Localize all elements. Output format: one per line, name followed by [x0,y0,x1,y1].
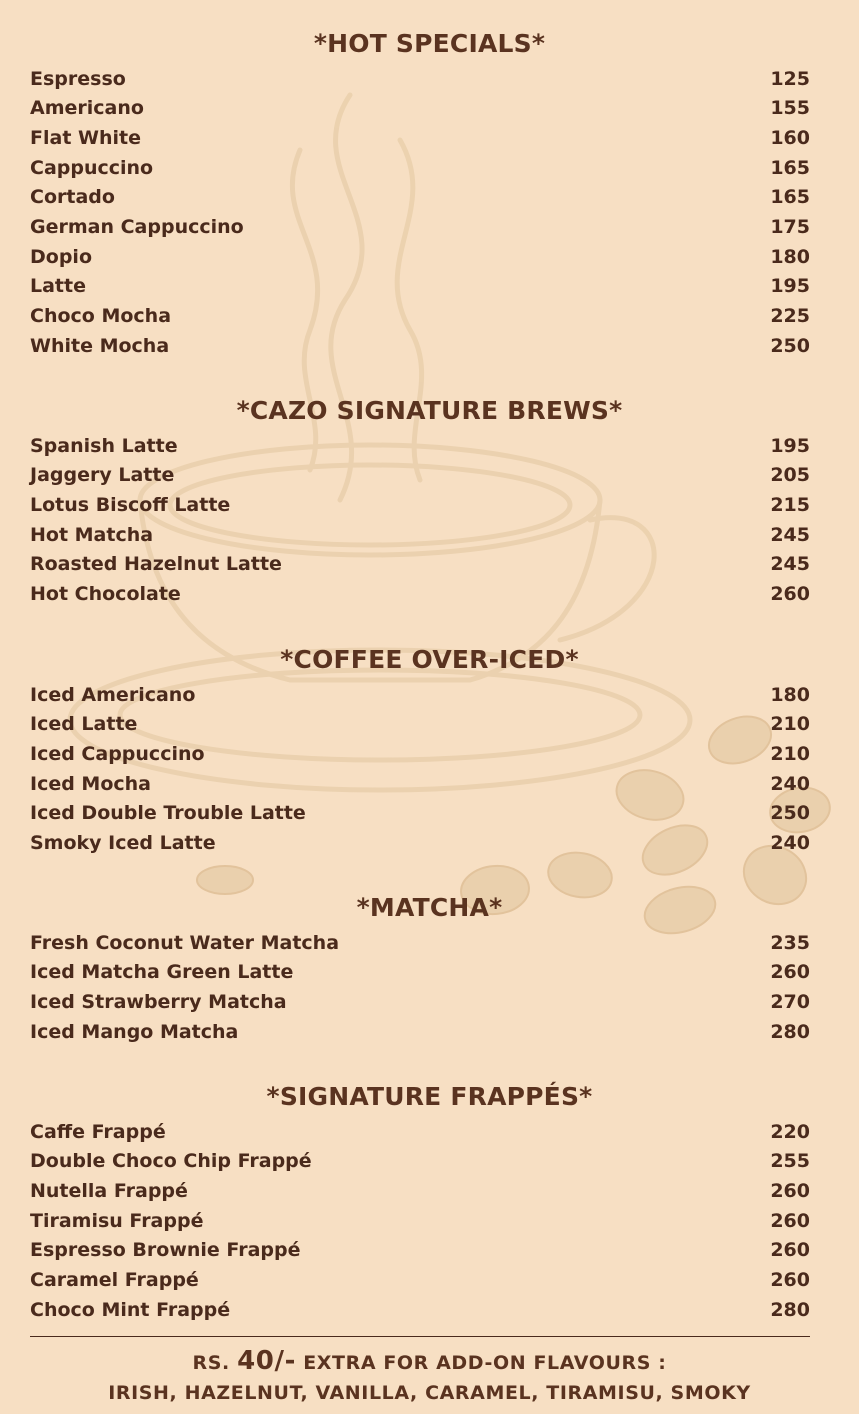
menu-item-name: Choco Mocha [30,305,172,328]
menu-item-name: Iced Matcha Green Latte [30,961,294,984]
menu-item-name: White Mocha [30,334,170,357]
menu-item-price: 125 [770,67,810,90]
menu-item-row [30,928,810,957]
menu-item-row [30,242,810,271]
menu-item-name: Cappuccino [30,156,154,179]
menu-item-name: Iced Double Trouble Latte [30,802,306,825]
section-title: *HOT SPECIALS* [313,29,546,58]
menu-item-row [30,739,810,768]
menu-item-row [30,799,810,828]
menu-item-row [30,213,810,242]
menu-item-price: 260 [770,583,810,605]
menu-item-name: Iced Mango Matcha [30,1020,239,1043]
menu-item-name: Latte [30,275,86,298]
menu-item-row [30,550,810,579]
menu-item-row [30,123,810,152]
menu-item-row [30,958,810,987]
menu-item-row [30,1295,810,1324]
menu-item-row [30,64,810,93]
menu-item-name: Double Choco Chip Frappé [30,1150,312,1173]
menu-item-price: 180 [770,245,810,268]
menu-item-price: 280 [770,1020,810,1043]
menu-item-row [30,153,810,182]
menu-item-name: Fresh Coconut Water Matcha [30,931,340,954]
menu-item-row [30,490,810,519]
menu-item-price: 255 [770,1150,810,1173]
menu-item-price: 160 [770,126,810,149]
menu-item-row [30,461,810,490]
menu-item-name: Jaggery Latte [30,464,175,487]
menu-item-name: Espresso [30,67,126,90]
menu-item-price: 225 [770,305,810,328]
menu-item-row [30,431,810,460]
menu-item-row [30,987,810,1016]
menu-item-name: Iced Strawberry Matcha [30,990,287,1013]
menu-item-price: 245 [770,523,810,546]
menu-item-price: 260 [770,1179,810,1202]
menu-item-price: 165 [770,186,810,209]
menu-item-name: Hot Matcha [30,523,154,546]
menu-item-price: 245 [770,553,810,576]
menu-item-price: 155 [770,97,810,120]
menu-item-name: Iced Americano [30,683,196,706]
menu-item-price: 260 [770,1269,810,1291]
menu-item-row [30,94,810,123]
menu-item-price: 260 [770,1209,810,1232]
menu-item-name: Iced Cappuccino [30,742,205,765]
menu-item-row [30,520,810,549]
menu-item-row [30,1176,810,1205]
menu-item-price: 260 [770,1239,810,1262]
footer-divider [30,1336,810,1337]
menu-item-price: 260 [770,961,810,984]
menu-item-name: Lotus Biscoff Latte [30,493,231,516]
menu-item-price: 210 [770,742,810,765]
menu-item-price: 205 [770,464,810,487]
menu-item-name: Caffe Frappé [30,1120,166,1143]
menu-item-row [30,1206,810,1235]
menu-item-price: 210 [770,713,810,736]
menu-item-name: Spanish Latte [30,434,178,457]
menu-item-name: Iced Latte [30,713,138,736]
menu-item-name: Roasted Hazelnut Latte [30,553,282,576]
menu-item-row [30,183,810,212]
menu-item-price: 250 [770,802,810,825]
add-on-price-amount: 40/- [237,1346,296,1376]
menu-item-row [30,710,810,739]
menu-item-price: 195 [770,275,810,298]
menu-item-name: Choco Mint Frappé [30,1298,231,1321]
menu-item-name: Smoky Iced Latte [30,832,216,854]
menu-item-name: German Cappuccino [30,216,244,238]
section-title: *SIGNATURE FRAPPÉS* [266,1082,593,1111]
menu-item-row [30,680,810,709]
menu-item-name: Dopio [30,245,92,268]
menu-item-name: Flat White [30,126,141,149]
menu-item-row [30,1017,810,1046]
menu-item-name: Espresso Brownie Frappé [30,1239,301,1262]
menu-item-name: Nutella Frappé [30,1179,188,1202]
menu-item-name: Cortado [30,186,115,209]
menu-item-row [30,1266,810,1295]
add-on-flavours-list: IRISH, HAZELNUT, VANILLA, CARAMEL, TIRAMISU, SMOKY [108,1382,751,1404]
menu-item-name: Americano [30,97,144,120]
menu-item-row [30,769,810,798]
add-on-price-line [0,1346,859,1378]
menu-item-price: 175 [770,216,810,238]
menu-item-name: Tiramisu Frappé [30,1209,204,1232]
menu-item-row [30,1117,810,1146]
menu-item-price: 195 [770,434,810,457]
menu-item-row [30,580,810,609]
section-title: *COFFEE OVER-ICED* [280,645,579,674]
menu-item-price: 165 [770,156,810,179]
menu-item-price: 280 [770,1298,810,1321]
menu-item-row [30,331,810,360]
menu-item-row [30,302,810,331]
menu-item-name: Hot Chocolate [30,583,181,605]
menu-item-name: Caramel Frappé [30,1269,199,1291]
menu-item-row [30,1236,810,1265]
menu-item-price: 250 [770,334,810,357]
menu-item-row [30,829,810,858]
menu-item-price: 180 [770,683,810,706]
menu-item-price: 270 [770,990,810,1013]
menu-item-row [30,1147,810,1176]
menu-item-price: 240 [770,772,810,795]
menu-item-price: 220 [770,1120,810,1143]
menu-item-name: Iced Mocha [30,772,152,795]
add-on-price-suffix: EXTRA FOR ADD-ON FLAVOURS : [303,1352,667,1374]
section-title: *MATCHA* [356,893,503,922]
menu-item-price: 235 [770,931,810,954]
section-title: *CAZO SIGNATURE BREWS* [236,396,623,425]
menu-item-row [30,272,810,301]
add-on-price-prefix: RS. [192,1352,230,1374]
menu-item-price: 215 [770,493,810,516]
menu-item-price: 240 [770,832,810,854]
